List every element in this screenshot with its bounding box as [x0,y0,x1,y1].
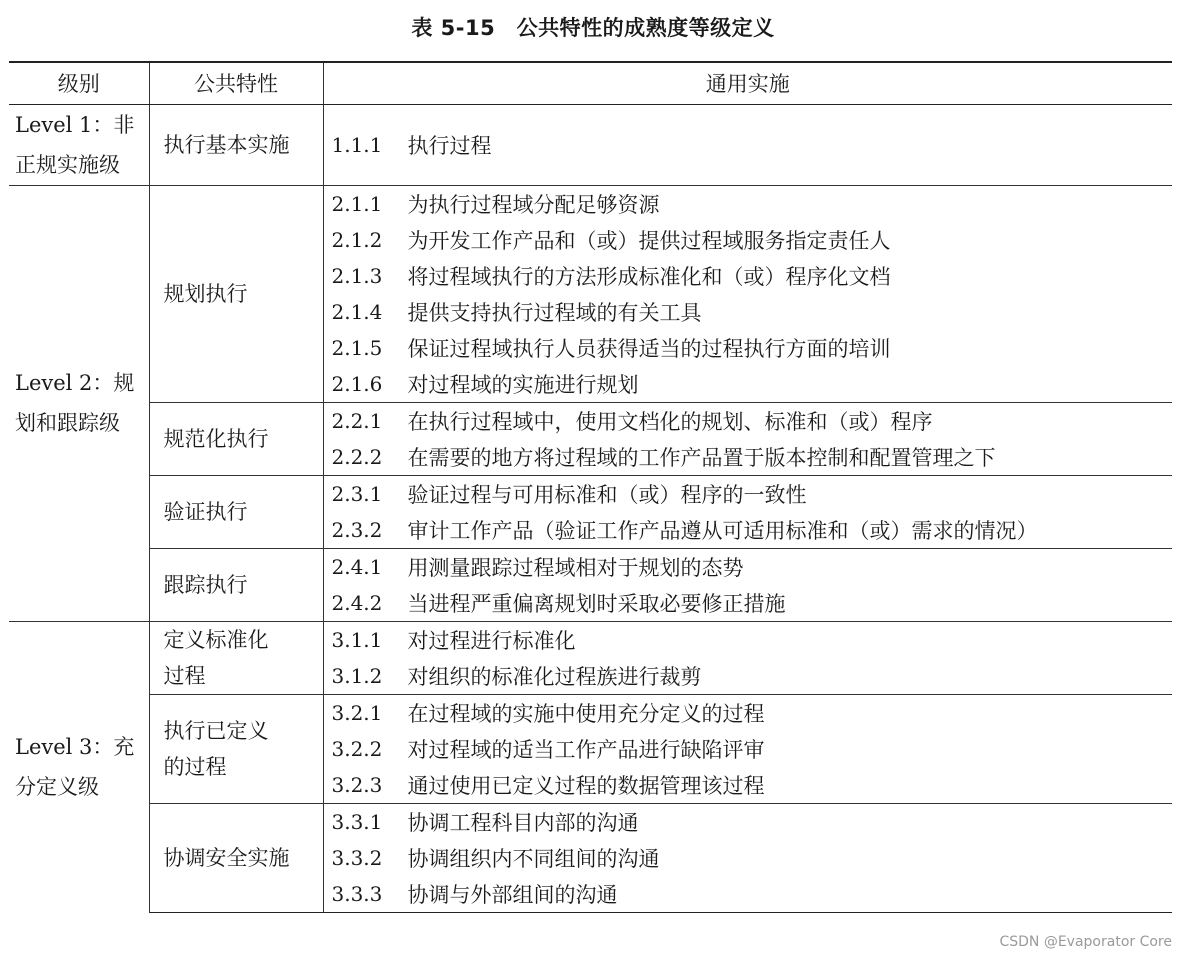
feature-label: 定义标准化 [163,627,269,652]
impl-number: 2.1.1 [331,191,383,216]
impl-item [332,549,1173,585]
table-row [9,104,1172,185]
impl-number: 3.1.2 [331,663,383,688]
impl-text: 对过程进行标准化 [407,628,576,653]
feature-cell [149,104,323,185]
impl-item [332,366,1173,402]
impl-number: 2.3.1 [331,481,383,506]
feature-cell [149,548,323,621]
impl-text: 用测量跟踪过程域相对于规划的态势 [407,555,744,580]
impl-text: 对过程域的实施进行规划 [407,372,639,397]
impl-text: 审计工作产品（验证工作产品遵从可适用标准和（或）需求的情况） [407,518,1038,543]
impl-text: 协调工程科目内部的沟通 [407,810,639,835]
impl-text: 通过使用已定义过程的数据管理该过程 [407,773,765,798]
feature-cell [149,475,323,548]
level-label: Level 1：非 [15,112,135,137]
impl-item [332,403,1173,439]
feature-label: 验证执行 [163,499,248,524]
impl-cell [323,475,1172,548]
impl-number: 2.4.1 [331,554,383,579]
impl-item [332,330,1173,366]
feature-cell [149,621,323,694]
impl-number: 2.2.1 [331,408,383,433]
table-row [9,548,1172,621]
level-label: 分定义级 [15,774,99,799]
impl-number: 2.1.4 [331,299,383,324]
feature-label: 跟踪执行 [163,572,248,597]
impl-number: 2.3.2 [331,517,383,542]
impl-text: 协调与外部组间的沟通 [407,882,618,907]
impl-cell [323,621,1172,694]
impl-number: 2.1.5 [331,335,383,360]
level-cell [9,104,149,185]
impl-text: 将过程域执行的方法形成标准化和（或）程序化文档 [407,264,891,289]
impl-item [332,767,1173,803]
header-impl: 通用实施 [323,62,1172,104]
impl-text: 提供支持执行过程域的有关工具 [407,300,702,325]
impl-number: 3.2.3 [331,772,383,797]
table-row [9,475,1172,548]
impl-text: 为执行过程域分配足够资源 [407,192,660,217]
level-label: Level 3：充 [15,734,135,759]
impl-number: 2.1.3 [331,263,383,288]
header-feature: 公共特性 [149,62,323,104]
level-cell [9,185,149,621]
impl-item [332,512,1173,548]
impl-item [332,222,1173,258]
impl-cell [323,548,1172,621]
table-row [9,402,1172,475]
table-caption: 表 5-15 公共特性的成熟度等级定义 [411,16,775,40]
impl-text: 当进程严重偏离规划时采取必要修正措施 [407,591,786,616]
impl-text: 执行过程 [407,133,492,158]
impl-cell [323,104,1172,185]
impl-cell [323,185,1172,402]
impl-item [332,127,1173,163]
feature-label: 协调安全实施 [163,845,290,870]
impl-text: 为开发工作产品和（或）提供过程域服务指定责任人 [407,228,891,253]
impl-number: 3.3.3 [331,881,383,906]
table-row [9,694,1172,803]
impl-text: 对过程域的适当工作产品进行缺陷评审 [407,737,765,762]
table-body [9,104,1172,912]
feature-label: 过程 [163,663,206,688]
impl-item [332,186,1173,222]
watermark: CSDN @Evaporator Core [999,934,1172,950]
feature-label: 执行已定义 [163,718,269,743]
feature-cell [149,803,323,912]
impl-cell [323,402,1172,475]
table-row [9,803,1172,912]
feature-cell [149,694,323,803]
impl-number: 1.1.1 [331,132,383,157]
impl-number: 3.3.1 [331,809,383,834]
impl-cell [323,803,1172,912]
impl-item [332,731,1173,767]
impl-item [332,876,1173,912]
impl-text: 协调组织内不同组间的沟通 [407,846,660,871]
impl-text: 在执行过程域中，使用文档化的规划、标准和（或）程序 [407,409,933,434]
feature-label: 的过程 [163,754,227,779]
impl-item [332,658,1173,694]
impl-item [332,439,1173,475]
impl-item [332,258,1173,294]
impl-number: 3.2.2 [331,736,383,761]
header-level: 级别 [9,62,149,104]
impl-number: 2.1.6 [331,371,383,396]
impl-number: 2.2.2 [331,444,383,469]
header-row [9,62,1172,104]
feature-label: 规范化执行 [163,426,269,451]
impl-number: 3.1.1 [331,627,383,652]
impl-text: 保证过程域执行人员获得适当的过程执行方面的培训 [407,336,891,361]
impl-number: 2.1.2 [331,227,383,252]
impl-item [332,294,1173,330]
level-label: Level 2：规 [15,371,135,395]
level-label: 正规实施级 [15,152,120,177]
impl-number: 3.3.2 [331,845,383,870]
impl-item [332,695,1173,731]
level-cell [9,621,149,912]
impl-item [332,585,1173,621]
maturity-table [9,61,1172,913]
table-row [9,185,1172,402]
feature-label: 执行基本实施 [163,132,290,157]
feature-label: 规划执行 [163,281,248,306]
feature-cell [149,402,323,475]
level-label: 划和跟踪级 [15,411,120,435]
impl-item [332,476,1173,512]
impl-text: 验证过程与可用标准和（或）程序的一致性 [407,482,807,507]
impl-cell [323,694,1172,803]
feature-cell [149,185,323,402]
impl-number: 2.4.2 [331,590,383,615]
impl-number: 3.2.1 [331,700,383,725]
impl-text: 在需要的地方将过程域的工作产品置于版本控制和配置管理之下 [407,445,996,470]
impl-text: 在过程域的实施中使用充分定义的过程 [407,701,765,726]
table-row [9,621,1172,694]
impl-text: 对组织的标准化过程族进行裁剪 [407,664,702,689]
impl-item [332,622,1173,658]
impl-item [332,804,1173,840]
impl-item [332,840,1173,876]
